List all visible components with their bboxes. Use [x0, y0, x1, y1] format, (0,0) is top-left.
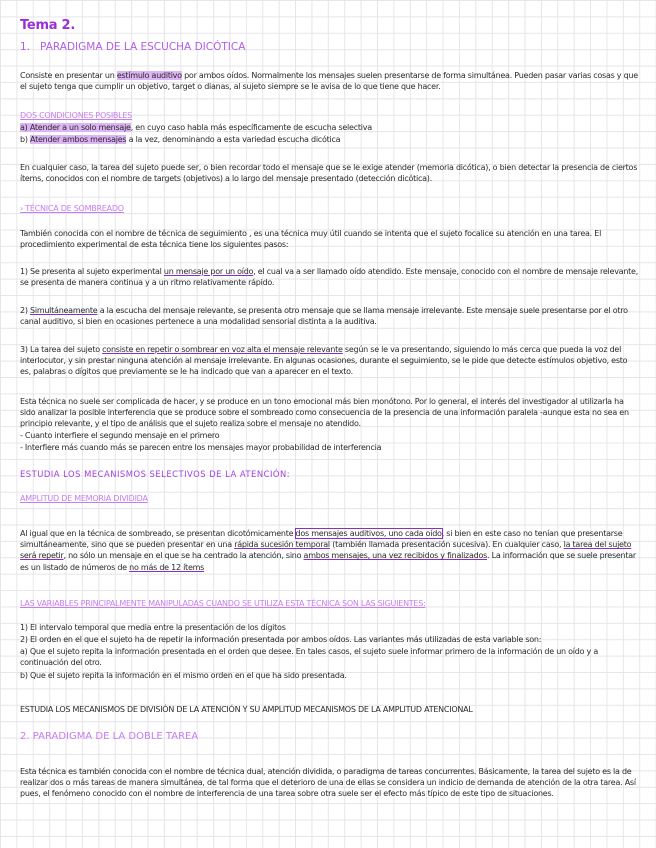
shadowing-intro: También conocida con el nombre de técnica de seguimiento , es una técnica muy útil cuando se intenta que el sujeto focalice su atención en una tarea. El procedimiento experimental de esta técnica tiene los siguientes pasos: [20, 229, 602, 250]
shadowing-step-2: 2) Simultáneamente a la escucha del mensaje relevante, se presenta otro mensaje que se llama mensaje irrelevante. Este mensaje suele presentarse por el otro canal auditivo, si bien en ocasiones pertenece a una modalidad sensorial distinta a la auditiva. [20, 306, 628, 327]
condition-a: a) Atender a un solo mensaje, en cuyo caso habla más específicamente de escucha selectiva [20, 123, 372, 132]
shadowing-dash-1: - Cuanto interfiere el segundo mensaje en el primero [20, 431, 220, 440]
shadowing-dash-2: - Interfiere más cuando más se parecen entre los mensajes mayor probabilidad de interferencia [20, 443, 382, 452]
variable-2b: b) Que el sujeto repita la información en el mismo orden en el que ha sido presentada. [20, 671, 347, 680]
shadowing-paragraph: Esta técnica no suele ser complicada de hacer, y se produce en un tono emocional más bien monótono. Por lo general, el interés del investigador al utilizarla ha sido analizar la posible interferencia que se produce sobre el sombreado como consecuencia de la presencia de una información paralela -aunque esta no sea en principio relevante, y el tipo de análisis que el sujeto realiza sobre el mensaje no atendido. [20, 397, 629, 429]
variable-1: 1) El intervalo temporal que media entre la presentación de los dígitos [20, 623, 286, 632]
studies-line: ESTUDIA LOS MECANISMOS DE DIVISIÓN DE LA ATENCIÓN Y SU AMPLITUD MECANISMOS DE LA AMPLITUD ATENCIONAL [20, 705, 473, 714]
memory-heading: AMPLITUD DE MEMORIA DIVIDIDA [20, 494, 148, 503]
section-1-number: 1. [20, 41, 31, 53]
shadowing-heading: › TÉCNICA DE SOMBREADO [20, 204, 124, 213]
page-title: Tema 2. [20, 18, 76, 33]
highlight-estimulo: estímulo auditivo [116, 71, 182, 80]
memory-paragraph: Al igual que en la técnica de sombreado, se presentan dicotómicamente dos mensajes auditivos, uno cada oído, si bien en este caso no tenían que presentarse simultáneamente, sino que se pueden presentar en una rápida sucesión temporal (también llamada presentación sucesiva). En cualquier caso, la tarea del sujeto será repetir, no sólo un mensaje en el que se ha centrado la atención, sino ambos mensajes, una vez recibidos y finalizados. La información que se suele presentar es un listado de números de no más de 12 ítems [20, 529, 636, 572]
conditions-heading: DOS CONDICIONES POSIBLES [20, 111, 133, 120]
section-2-heading: 2. PARADIGMA DE LA DOBLE TAREA [20, 731, 199, 742]
shadowing-step-1: 1) Se presenta al sujeto experimental un mensaje por un oído, el cual va a ser llamado oído atendido. Este mensaje, conocido con el nombre de mensaje relevante, se presenta de manera continua y a un ritmo relativamente rápido. [20, 267, 639, 288]
section-1-heading [20, 42, 640, 53]
variables-heading: LAS VARIABLES PRINCIPALMENTE MANIPULADAS CUANDO SE UTILIZA ESTA TÉCNICA SON LAS SIGUIENTES: [20, 599, 426, 608]
section-1-title: PARADIGMA DE LA ESCUCHA DICÓTICA [40, 41, 246, 53]
variable-2: 2) El orden en el que el sujeto ha de repetir la información presentada por ambos oídos. Las variantes más utilizadas de esta variable son: [20, 635, 542, 644]
variable-2a: a) Que el sujeto repita la información presentada en el orden que desee. En tales casos, el sujeto suele informar primero de la información de un oído y a continuación del otro. [20, 647, 598, 668]
paragraph-task: En cualquier caso, la tarea del sujeto puede ser, o bien recordar todo el mensaje que se le exige atender (memoria dicótica), o bien detectar la presencia de ciertos ítems, conocidos con el nombre de targets (objetivos) a lo largo del mensaje presentado (detección dicótica). [20, 163, 638, 184]
section-2-paragraph: Esta técnica es también conocida con el nombre de técnica dual, atención dividida, o paradigma de tareas concurrentes. Básicamente, la tarea del sujeto es la de realizar dos o más tareas de manera simultánea, de tal forma que el deterioro de una de ellas se considera un indicio de demanda de atención de la otra tarea. Así pues, el fenómeno conocido con el nombre de interferencia de una tarea sobre otra suele ser el efecto más típico de este tipo de situaciones. [20, 767, 636, 799]
selective-heading: ESTUDIA LOS MECANISMOS SELECTIVOS DE LA ATENCIÓN: [20, 469, 291, 479]
shadowing-step-3: 3) La tarea del sujeto consiste en repetir o sombrear en voz alta el mensaje relevante según se le va presentando, siguiendo lo más cerca que pueda la voz del interlocutor, y sin prestar ninguna atención al mensaje irrelevante. En algunas ocasiones, durante el seguimiento, se le pide que detecte estímulos objetivo, esto es, palabras o dígitos que previamente se le ha indicado que van a aparecer en el texto. [20, 345, 628, 377]
condition-b: b) Atender ambos mensajes a la vez, denominando a esta variedad escucha dicótica [20, 135, 341, 144]
boxed-two-messages: dos mensajes auditivos, uno cada oído [295, 529, 442, 538]
paragraph-intro: Consiste en presentar un estímulo auditivo por ambos oídos. Normalmente los mensajes suelen presentarse de forma simultánea. Pueden pasar varias cosas y que el sujeto tenga que cumplir un objetivo, target o dianas, al sujeto siempre se le avisa de lo que tiene que hacer. [20, 71, 638, 92]
